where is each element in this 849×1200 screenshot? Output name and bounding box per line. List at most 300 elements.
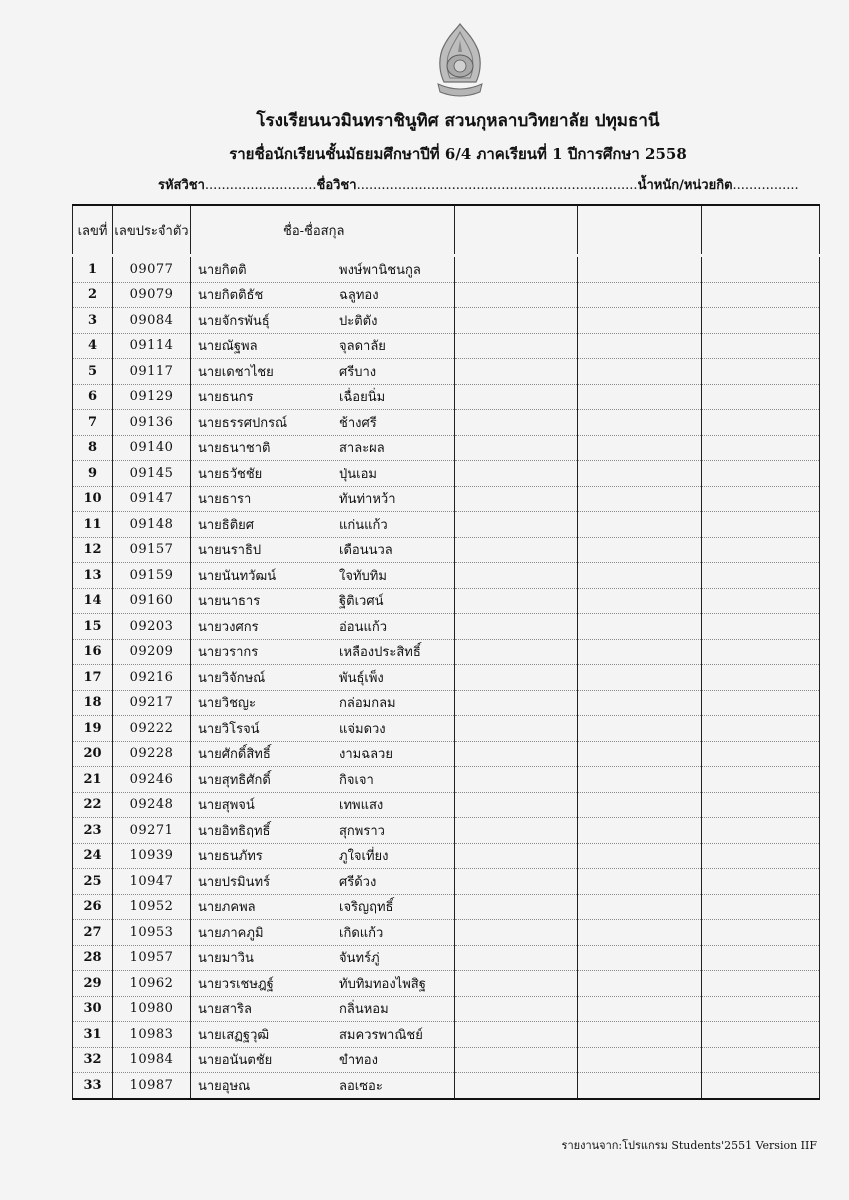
blank-cell xyxy=(455,945,578,971)
student-first-name: นายธนกร xyxy=(198,390,254,406)
blank-cell xyxy=(578,1047,702,1073)
student-id: 09129 xyxy=(113,384,191,410)
row-number: 11 xyxy=(73,512,113,538)
table-row xyxy=(73,1073,820,1099)
blank-cell xyxy=(578,843,702,869)
table-row xyxy=(73,384,820,410)
student-name xyxy=(191,512,455,538)
table-row xyxy=(73,435,820,461)
table-row xyxy=(73,588,820,614)
student-id: 09157 xyxy=(113,537,191,563)
student-id: 09222 xyxy=(113,716,191,742)
blank-cell xyxy=(578,818,702,844)
student-last-name: ภูใจเที่ยง xyxy=(339,849,389,865)
student-id: 09147 xyxy=(113,486,191,512)
blank-cell xyxy=(455,512,578,538)
row-number: 27 xyxy=(73,920,113,946)
table-row xyxy=(73,843,820,869)
column-header-number: เลขที่ xyxy=(73,205,113,256)
row-number: 25 xyxy=(73,869,113,895)
student-name xyxy=(191,639,455,665)
blank-cell xyxy=(455,894,578,920)
blank-cell xyxy=(578,665,702,691)
row-number: 13 xyxy=(73,563,113,589)
student-first-name: นายธิติยศ xyxy=(198,517,255,533)
table-row xyxy=(73,537,820,563)
student-name xyxy=(191,537,455,563)
blank-cell xyxy=(578,537,702,563)
student-first-name: นายวิโรจน์ xyxy=(198,721,260,737)
student-id: 10957 xyxy=(113,945,191,971)
table-row xyxy=(73,410,820,436)
credit-label: น้ำหนัก/หน่วยกิต xyxy=(637,178,733,193)
blank-cell xyxy=(455,588,578,614)
student-id: 10953 xyxy=(113,920,191,946)
row-number: 19 xyxy=(73,716,113,742)
row-number: 1 xyxy=(73,256,113,283)
table-row xyxy=(73,767,820,793)
student-last-name: เจริญฤทธิ์ xyxy=(339,900,394,916)
blank-cell xyxy=(578,563,702,589)
row-number: 7 xyxy=(73,410,113,436)
blank-cell xyxy=(578,256,702,283)
blank-cell xyxy=(455,920,578,946)
blank-cell xyxy=(455,818,578,844)
student-first-name: นายนาธาร xyxy=(198,594,261,610)
student-last-name: ขำทอง xyxy=(339,1053,378,1069)
blank-cell xyxy=(455,665,578,691)
subject-code-label: รหัสวิชา xyxy=(158,178,205,193)
blank-cell xyxy=(702,486,820,512)
student-last-name: ลอเซอะ xyxy=(339,1078,383,1094)
student-first-name: นายอิทธิฤทธิ์ xyxy=(198,823,271,839)
student-first-name: นายภาคภูมิ xyxy=(198,925,264,941)
table-row xyxy=(73,563,820,589)
blank-cell xyxy=(702,588,820,614)
row-number: 15 xyxy=(73,614,113,640)
table-row xyxy=(73,945,820,971)
student-last-name: งามฉลวย xyxy=(339,747,393,763)
row-number: 16 xyxy=(73,639,113,665)
student-last-name: ปะติตัง xyxy=(339,313,378,329)
blank-cell xyxy=(455,384,578,410)
table-row xyxy=(73,1022,820,1048)
student-first-name: นายศักดิ์สิทธิ์ xyxy=(198,747,271,763)
blank-cell xyxy=(578,1022,702,1048)
student-first-name: นายวงศกร xyxy=(198,619,259,635)
student-id: 09114 xyxy=(113,333,191,359)
student-first-name: นายมาวิน xyxy=(198,951,254,967)
blank-cell xyxy=(702,1073,820,1099)
student-name xyxy=(191,665,455,691)
blank-cell xyxy=(702,920,820,946)
student-id: 09203 xyxy=(113,614,191,640)
student-name xyxy=(191,869,455,895)
student-id: 09136 xyxy=(113,410,191,436)
student-name xyxy=(191,563,455,589)
student-name xyxy=(191,843,455,869)
blank-cell xyxy=(578,588,702,614)
blank-cell xyxy=(455,1047,578,1073)
student-first-name: นายนราธิป xyxy=(198,543,262,559)
blank-cell xyxy=(702,359,820,385)
table-row xyxy=(73,512,820,538)
row-number: 24 xyxy=(73,843,113,869)
blank-cell xyxy=(455,308,578,334)
student-name xyxy=(191,435,455,461)
blank-cell xyxy=(702,1047,820,1073)
student-first-name: นายนันทวัฒน์ xyxy=(198,568,277,584)
student-id: 10939 xyxy=(113,843,191,869)
blank-cell xyxy=(578,461,702,487)
student-name xyxy=(191,359,455,385)
student-first-name: นายวรเชษฎฐ์ xyxy=(198,976,274,992)
student-id: 09145 xyxy=(113,461,191,487)
blank-cell xyxy=(455,256,578,283)
row-number: 31 xyxy=(73,1022,113,1048)
subject-code-blank: ........................... xyxy=(204,178,317,193)
student-id: 10947 xyxy=(113,869,191,895)
blank-cell xyxy=(455,282,578,308)
student-last-name: เฉื่อยนิ่ม xyxy=(339,390,386,406)
student-id: 09148 xyxy=(113,512,191,538)
blank-cell xyxy=(702,741,820,767)
blank-cell xyxy=(455,639,578,665)
student-id: 10984 xyxy=(113,1047,191,1073)
blank-cell xyxy=(578,384,702,410)
student-id: 09117 xyxy=(113,359,191,385)
student-first-name: นายวิจักษณ์ xyxy=(198,670,266,686)
student-first-name: นายธารา xyxy=(198,492,252,508)
row-number: 29 xyxy=(73,971,113,997)
blank-cell xyxy=(702,894,820,920)
blank-cell xyxy=(455,767,578,793)
blank-cell xyxy=(702,282,820,308)
student-name xyxy=(191,384,455,410)
blank-cell xyxy=(702,512,820,538)
student-last-name: ศรีบาง xyxy=(339,364,377,380)
student-name xyxy=(191,614,455,640)
student-id: 09216 xyxy=(113,665,191,691)
table-row xyxy=(73,971,820,997)
student-id: 09077 xyxy=(113,256,191,283)
student-last-name: จันทร์ภู่ xyxy=(339,951,380,967)
row-number: 28 xyxy=(73,945,113,971)
blank-cell xyxy=(578,639,702,665)
table-row xyxy=(73,1047,820,1073)
blank-cell xyxy=(702,410,820,436)
blank-cell xyxy=(702,818,820,844)
table-row xyxy=(73,741,820,767)
blank-cell xyxy=(578,767,702,793)
blank-cell xyxy=(702,869,820,895)
student-name xyxy=(191,741,455,767)
blank-cell xyxy=(702,614,820,640)
student-name xyxy=(191,333,455,359)
student-last-name: สุกพราว xyxy=(339,823,385,839)
column-header-blank-3 xyxy=(702,205,820,256)
student-id: 09079 xyxy=(113,282,191,308)
blank-cell xyxy=(578,690,702,716)
student-first-name: นายสุทธิศักดิ์ xyxy=(198,772,271,788)
blank-cell xyxy=(702,639,820,665)
blank-cell xyxy=(702,843,820,869)
student-first-name: นายภคพล xyxy=(198,900,256,916)
blank-cell xyxy=(578,920,702,946)
blank-cell xyxy=(702,563,820,589)
student-name xyxy=(191,971,455,997)
student-last-name: สาละผล xyxy=(339,441,385,457)
blank-cell xyxy=(578,971,702,997)
blank-cell xyxy=(455,843,578,869)
row-number: 21 xyxy=(73,767,113,793)
blank-cell xyxy=(455,690,578,716)
row-number: 8 xyxy=(73,435,113,461)
student-last-name: อ่อนแก้ว xyxy=(339,619,388,635)
blank-cell xyxy=(702,1022,820,1048)
row-number: 2 xyxy=(73,282,113,308)
blank-cell xyxy=(455,996,578,1022)
student-last-name: ปุ่นเอม xyxy=(339,466,377,482)
blank-cell xyxy=(578,716,702,742)
table-row xyxy=(73,818,820,844)
table-row xyxy=(73,869,820,895)
student-last-name: สมควรพาณิชย์ xyxy=(339,1027,423,1043)
student-first-name: นายอนันตชัย xyxy=(198,1053,273,1069)
student-first-name: นายธรรศปกรณ์ xyxy=(198,415,288,431)
student-id: 10952 xyxy=(113,894,191,920)
row-number: 17 xyxy=(73,665,113,691)
row-number: 26 xyxy=(73,894,113,920)
table-row xyxy=(73,282,820,308)
student-name xyxy=(191,996,455,1022)
blank-cell xyxy=(578,282,702,308)
student-name xyxy=(191,818,455,844)
student-name xyxy=(191,308,455,334)
blank-cell xyxy=(455,741,578,767)
student-first-name: นายณัฐพล xyxy=(198,339,258,355)
row-number: 3 xyxy=(73,308,113,334)
student-last-name: ฉลูทอง xyxy=(339,288,379,304)
student-id: 09159 xyxy=(113,563,191,589)
student-last-name: แก่นแก้ว xyxy=(339,517,388,533)
student-name xyxy=(191,486,455,512)
class-list-title: รายชื่อนักเรียนชั้นมัธยมศึกษาปีที่ 6/4 ภาคเรียนที่ 1 ปีการศึกษา 2558 xyxy=(229,145,687,163)
blank-cell xyxy=(455,614,578,640)
blank-cell xyxy=(702,665,820,691)
student-name xyxy=(191,792,455,818)
table-body xyxy=(73,256,820,1099)
subject-name-label: ชื่อวิชา xyxy=(316,178,357,193)
student-id: 10980 xyxy=(113,996,191,1022)
blank-cell xyxy=(702,461,820,487)
table-row xyxy=(73,716,820,742)
blank-cell xyxy=(455,869,578,895)
row-number: 6 xyxy=(73,384,113,410)
student-last-name: เกิดแก้ว xyxy=(339,925,384,941)
table-row xyxy=(73,461,820,487)
student-name xyxy=(191,1022,455,1048)
blank-cell xyxy=(455,486,578,512)
row-number: 18 xyxy=(73,690,113,716)
row-number: 4 xyxy=(73,333,113,359)
student-last-name: ศรีด้วง xyxy=(339,874,377,890)
blank-cell xyxy=(702,435,820,461)
student-last-name: เทพแสง xyxy=(339,798,384,814)
blank-cell xyxy=(702,308,820,334)
student-name xyxy=(191,894,455,920)
student-id: 09271 xyxy=(113,818,191,844)
blank-cell xyxy=(455,1073,578,1099)
row-number: 23 xyxy=(73,818,113,844)
student-id: 09217 xyxy=(113,690,191,716)
blank-cell xyxy=(578,512,702,538)
student-last-name: จุลดาลัย xyxy=(339,339,386,355)
student-name xyxy=(191,410,455,436)
credit-blank: ................ xyxy=(732,178,799,193)
column-header-student-id: เลขประจำตัว xyxy=(113,205,191,256)
blank-cell xyxy=(702,256,820,283)
student-name xyxy=(191,767,455,793)
blank-cell xyxy=(702,716,820,742)
blank-cell xyxy=(455,563,578,589)
student-id: 09140 xyxy=(113,435,191,461)
blank-cell xyxy=(578,996,702,1022)
student-name xyxy=(191,588,455,614)
table-row xyxy=(73,792,820,818)
subject-fields xyxy=(158,174,799,195)
school-emblem-icon xyxy=(430,22,490,102)
student-first-name: นายสุพจน์ xyxy=(198,798,255,814)
blank-cell xyxy=(702,792,820,818)
blank-cell xyxy=(578,410,702,436)
student-name xyxy=(191,1047,455,1073)
student-first-name: นายเดชาไชย xyxy=(198,364,274,380)
student-id: 10983 xyxy=(113,1022,191,1048)
student-id: 09160 xyxy=(113,588,191,614)
row-number: 20 xyxy=(73,741,113,767)
student-first-name: นายวิชญะ xyxy=(198,696,256,712)
student-first-name: นายสาริล xyxy=(198,1002,252,1018)
report-footer: รายงานจาก:โปรแกรม Students'2551 Version IIF xyxy=(561,1139,817,1152)
student-id: 09246 xyxy=(113,767,191,793)
table-header-row xyxy=(73,205,820,256)
student-first-name: นายธนภัทร xyxy=(198,849,263,865)
blank-cell xyxy=(702,333,820,359)
row-number: 5 xyxy=(73,359,113,385)
student-name xyxy=(191,256,455,283)
blank-cell xyxy=(578,1073,702,1099)
blank-cell xyxy=(578,792,702,818)
table-row xyxy=(73,996,820,1022)
table-row xyxy=(73,256,820,283)
student-last-name: เหลืองประสิทธิ์ xyxy=(339,645,421,661)
blank-cell xyxy=(455,435,578,461)
blank-cell xyxy=(455,1022,578,1048)
student-first-name: นายกิตติธัช xyxy=(198,288,264,304)
column-header-blank-1 xyxy=(455,205,578,256)
row-number: 14 xyxy=(73,588,113,614)
student-id: 10962 xyxy=(113,971,191,997)
student-first-name: นายธนาชาติ xyxy=(198,441,271,457)
table-row xyxy=(73,308,820,334)
blank-cell xyxy=(702,996,820,1022)
student-last-name: ฐิติเวศน์ xyxy=(339,594,384,610)
student-name xyxy=(191,690,455,716)
column-header-name: ชื่อ-ชื่อสกุล xyxy=(191,205,455,256)
row-number: 10 xyxy=(73,486,113,512)
blank-cell xyxy=(455,537,578,563)
blank-cell xyxy=(578,308,702,334)
student-last-name: พงษ์พานิชนกูล xyxy=(339,262,421,278)
subject-name-blank: .................................................................... xyxy=(356,178,638,193)
blank-cell xyxy=(455,410,578,436)
blank-cell xyxy=(578,869,702,895)
row-number: 33 xyxy=(73,1073,113,1099)
student-name xyxy=(191,716,455,742)
student-last-name: กล่อมกลม xyxy=(339,696,396,712)
blank-cell xyxy=(578,359,702,385)
student-first-name: นายปรมินทร์ xyxy=(198,874,271,890)
student-first-name: นายธวัชชัย xyxy=(198,466,263,482)
student-first-name: นายกิตติ xyxy=(198,262,247,278)
blank-cell xyxy=(578,894,702,920)
student-roster-table xyxy=(72,204,820,1100)
table-row xyxy=(73,614,820,640)
table-row xyxy=(73,920,820,946)
student-name xyxy=(191,1073,455,1099)
row-number: 32 xyxy=(73,1047,113,1073)
blank-cell xyxy=(702,537,820,563)
blank-cell xyxy=(455,971,578,997)
student-name xyxy=(191,945,455,971)
table-row xyxy=(73,690,820,716)
student-first-name: นายอุษณ xyxy=(198,1078,251,1094)
blank-cell xyxy=(578,435,702,461)
table-row xyxy=(73,359,820,385)
student-last-name: ทันท่าหว้า xyxy=(339,492,396,508)
student-id: 09209 xyxy=(113,639,191,665)
student-name xyxy=(191,920,455,946)
blank-cell xyxy=(702,971,820,997)
table-row xyxy=(73,639,820,665)
blank-cell xyxy=(455,333,578,359)
student-first-name: นายวรากร xyxy=(198,645,259,661)
student-first-name: นายจักรพันธุ์ xyxy=(198,313,270,329)
student-last-name: เดือนนวล xyxy=(339,543,393,559)
blank-cell xyxy=(578,741,702,767)
student-first-name: นายเสฏฐวุฒิ xyxy=(198,1027,270,1043)
blank-cell xyxy=(455,716,578,742)
student-last-name: ช้างศรี xyxy=(339,415,377,431)
student-last-name: พันธุ์เพ็ง xyxy=(339,670,384,686)
row-number: 22 xyxy=(73,792,113,818)
row-number: 9 xyxy=(73,461,113,487)
student-last-name: ทับทิมทองไพสิฐ xyxy=(339,976,426,992)
blank-cell xyxy=(455,359,578,385)
blank-cell xyxy=(578,945,702,971)
column-header-blank-2 xyxy=(578,205,702,256)
blank-cell xyxy=(578,486,702,512)
table-row xyxy=(73,333,820,359)
blank-cell xyxy=(455,461,578,487)
student-id: 10987 xyxy=(113,1073,191,1099)
student-last-name: กิจเจา xyxy=(339,772,374,788)
student-name xyxy=(191,461,455,487)
student-id: 09084 xyxy=(113,308,191,334)
blank-cell xyxy=(578,333,702,359)
blank-cell xyxy=(455,792,578,818)
